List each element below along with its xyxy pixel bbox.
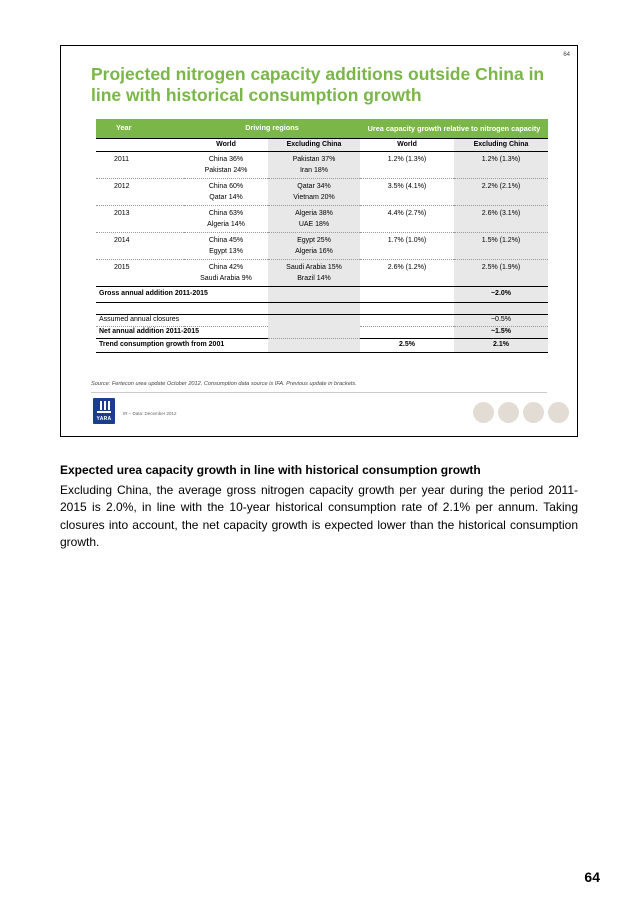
page-number: 64: [584, 869, 600, 885]
decorative-circles: [469, 402, 569, 428]
slide-footnote: IR – Data: December 2012: [123, 411, 177, 416]
year-cell: 2013: [96, 206, 184, 233]
gross-addition-value: ~2.0%: [454, 287, 548, 303]
excl-growth-cell: 1.2% (1.3%): [454, 152, 548, 179]
table-row: [96, 260, 548, 287]
section-heading: Expected urea capacity growth in line with historical consumption growth: [60, 463, 481, 477]
closures-row: [96, 315, 548, 327]
table-row: [96, 233, 548, 260]
circle-icon: [473, 402, 494, 423]
excl-regions-cell: Saudi Arabia 15% Brazil 14%: [268, 260, 360, 287]
excl-regions-cell: Algeria 38% UAE 18%: [268, 206, 360, 233]
world-header: World: [184, 139, 268, 152]
world-regions-cell: China 45% Egypt 13%: [184, 233, 268, 260]
world-regions-cell: China 42% Saudi Arabia 9%: [184, 260, 268, 287]
world-regions-cell: China 60% Qatar 14%: [184, 179, 268, 206]
world-growth-cell: 4.4% (2.7%): [360, 206, 454, 233]
world-growth-cell: 3.5% (4.1%): [360, 179, 454, 206]
net-addition-value: ~1.5%: [454, 327, 548, 339]
excl-regions-cell: Egypt 25% Algeria 16%: [268, 233, 360, 260]
table-row: [96, 206, 548, 233]
trend-world-value: 2.5%: [360, 339, 454, 353]
year-cell: 2015: [96, 260, 184, 287]
trend-label: Trend consumption growth from 2001: [96, 339, 268, 353]
presentation-slide: [60, 45, 578, 437]
excluding-china-header: Excluding China: [268, 139, 360, 152]
circle-icon: [498, 402, 519, 423]
world-growth-cell: 1.2% (1.3%): [360, 152, 454, 179]
circle-icon: [548, 402, 569, 423]
driving-regions-header: Driving regions: [184, 119, 360, 139]
closures-label: Assumed annual closures: [96, 315, 268, 327]
world-regions-cell: China 36% Pakistan 24%: [184, 152, 268, 179]
trend-row: [96, 339, 548, 353]
viking-ship-icon: [97, 401, 111, 413]
year-cell: 2014: [96, 233, 184, 260]
world-growth-cell: 2.6% (1.2%): [360, 260, 454, 287]
excl-growth-cell: 2.2% (2.1%): [454, 179, 548, 206]
body-paragraph: Excluding China, the average gross nitrogen capacity growth per year during the period 2011-2015 is 2.0%, in line with the 10-year historical consumption rate of 2.1% per annum. Taking closures into account, the net capacity growth is expected lower than the historical consumption growth.: [60, 482, 578, 549]
excluding-china-growth-header: Excluding China: [454, 139, 548, 152]
slide-title: Projected nitrogen capacity additions outside China in line with historical consumption growth: [91, 64, 545, 105]
year-cell: 2011: [96, 152, 184, 179]
excl-growth-cell: 2.6% (3.1%): [454, 206, 548, 233]
world-growth-cell: 1.7% (1.0%): [360, 233, 454, 260]
circle-icon: [523, 402, 544, 423]
footer-divider: [91, 392, 547, 393]
slide-number: 64: [563, 52, 570, 58]
net-addition-label: Net annual addition 2011-2015: [96, 327, 268, 339]
trend-excl-value: 2.1%: [454, 339, 548, 353]
capacity-table: [96, 119, 548, 353]
year-cell: 2012: [96, 179, 184, 206]
excl-growth-cell: 1.5% (1.2%): [454, 233, 548, 260]
gross-addition-row: [96, 287, 548, 303]
table-row: [96, 179, 548, 206]
world-growth-header: World: [360, 139, 454, 152]
logo-text: YARA: [96, 416, 112, 422]
growth-group-header: Urea capacity growth relative to nitrogen capacity: [360, 119, 548, 139]
header-row-sub: [96, 139, 548, 152]
year-header: Year: [96, 119, 184, 139]
excl-regions-cell: Pakistan 37% Iran 18%: [268, 152, 360, 179]
header-row-main: [96, 119, 548, 139]
closures-value: ~0.5%: [454, 315, 548, 327]
excl-regions-cell: Qatar 34% Vietnam 20%: [268, 179, 360, 206]
excl-growth-cell: 2.5% (1.9%): [454, 260, 548, 287]
body-text: [60, 462, 578, 552]
table-row: [96, 152, 548, 179]
gross-addition-label: Gross annual addition 2011-2015: [96, 287, 268, 303]
yara-logo: [93, 398, 115, 424]
world-regions-cell: China 63% Algeria 14%: [184, 206, 268, 233]
source-note: Source: Fertecon urea update October 2012. Consumption data source is IFA. Previous update in brackets.: [91, 381, 357, 387]
